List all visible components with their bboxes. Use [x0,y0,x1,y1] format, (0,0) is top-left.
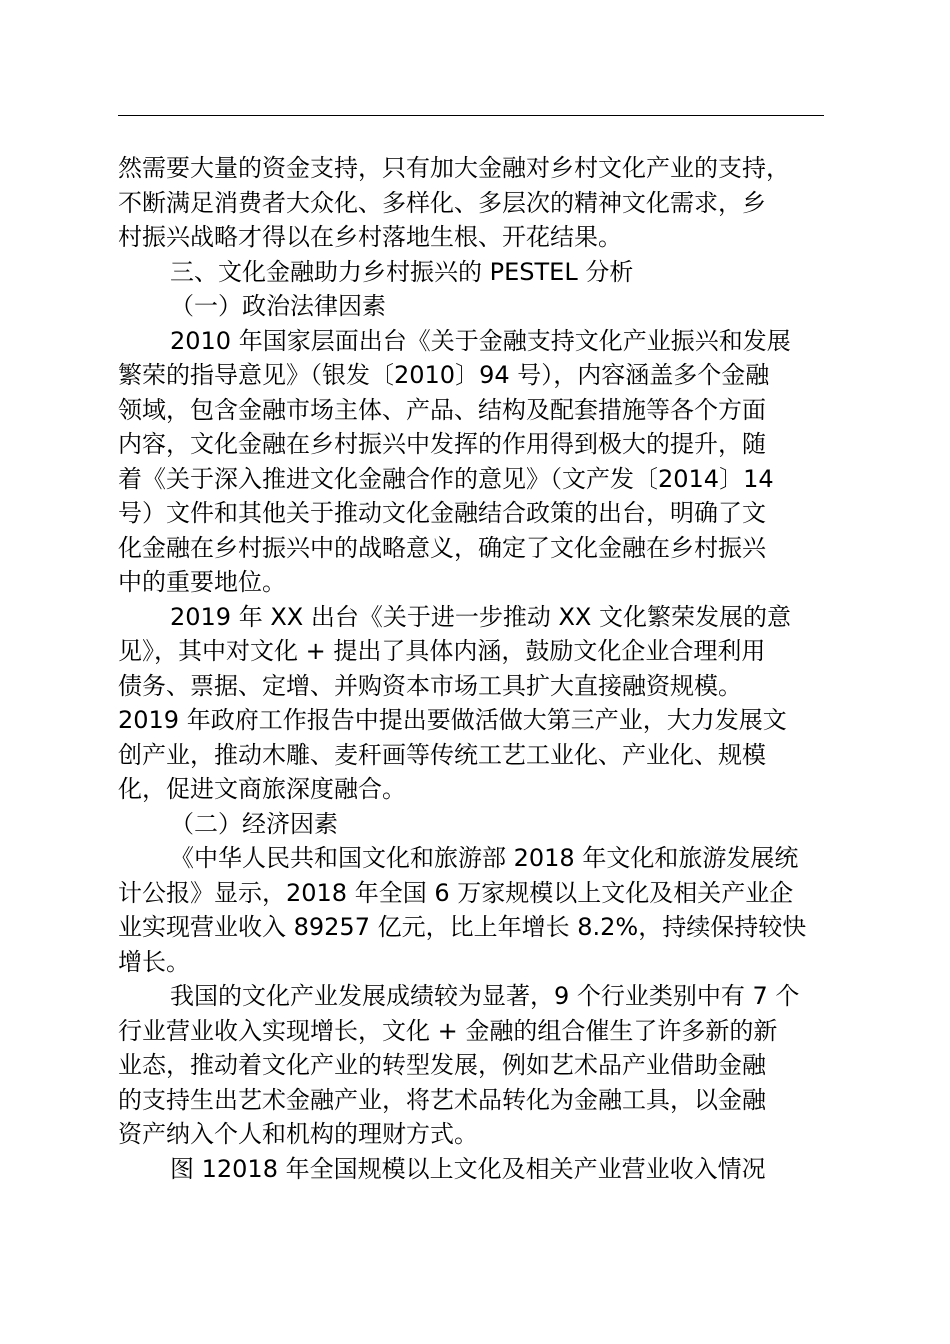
text-line: 行业营业收入实现增长，文化 + 金融的组合催生了许多新的新 [118,1016,778,1045]
text-line: （一）政治法律因素 [170,292,386,320]
text-line: 号）文件和其他关于推动文化金融结合政策的出台，明确了文 [118,499,766,527]
text-line: （二）经济因素 [170,809,338,838]
text-line: 创产业，推动木雕、麦秆画等传统工艺工业化、产业化、规模 [118,740,766,769]
text-line: 化金融在乡村振兴中的战略意义，确定了文化金融在乡村振兴 [118,533,766,562]
text-line: 业实现营业收入 89257 亿元，比上年增长 8.2%，持续保持较快 [118,913,807,941]
text-line: 繁荣的指导意见》（银发〔2010〕94 号），内容涵盖多个金融 [118,361,770,389]
text-line: 2019 年政府工作报告中提出要做活做大第三产业，大力发展文 [118,706,787,734]
text-line: 计公报》显示，2018 年全国 6 万家规模以上文化及相关产业企 [118,878,794,907]
text-line: 我国的文化产业发展成绩较为显著，9 个行业类别中有 7 个 [170,982,800,1010]
text-line: 领域，包含金融市场主体、产品、结构及配套措施等各个方面 [118,395,766,424]
text-line: 的支持生出艺术金融产业，将艺术品转化为金融工具，以金融 [118,1085,766,1114]
text-line: 2010 年国家层面出台《关于金融支持文化产业振兴和发展 [170,326,791,355]
text-line: 资产纳入个人和机构的理财方式。 [118,1120,478,1148]
text-line: 内容，文化金融在乡村振兴中发挥的作用得到极大的提升，随 [118,430,766,458]
document-body [118,151,830,1186]
text-line: 三、文化金融助力乡村振兴的 PESTEL 分析 [170,257,634,286]
header-rule [118,115,824,116]
text-line: 不断满足消费者大众化、多样化、多层次的精神文化需求，乡 [118,188,766,217]
text-line: 着《关于深入推进文化金融合作的意见》（文产发〔2014〕14 [118,464,774,493]
text-line: 中的重要地位。 [118,568,286,596]
text-line: 业态，推动着文化产业的转型发展，例如艺术品产业借助金融 [118,1051,766,1079]
text-line: 增长。 [118,947,190,976]
text-line: 见》，其中对文化 + 提出了具体内涵，鼓励文化企业合理利用 [118,637,766,665]
text-line: 村振兴战略才得以在乡村落地生根、开花结果。 [118,223,622,251]
text-line: 化，促进文商旅深度融合。 [118,775,406,803]
text-line: 《中华人民共和国文化和旅游部 2018 年文化和旅游发展统 [170,844,799,872]
text-line: 债务、票据、定增、并购资本市场工具扩大直接融资规模。 [118,671,742,700]
text-line: 然需要大量的资金支持，只有加大金融对乡村文化产业的支持， [118,154,790,182]
text-line: 图 12018 年全国规模以上文化及相关产业营业收入情况 [170,1154,766,1183]
text-line: 2019 年 XX 出台《关于进一步推动 XX 文化繁荣发展的意 [170,602,791,631]
